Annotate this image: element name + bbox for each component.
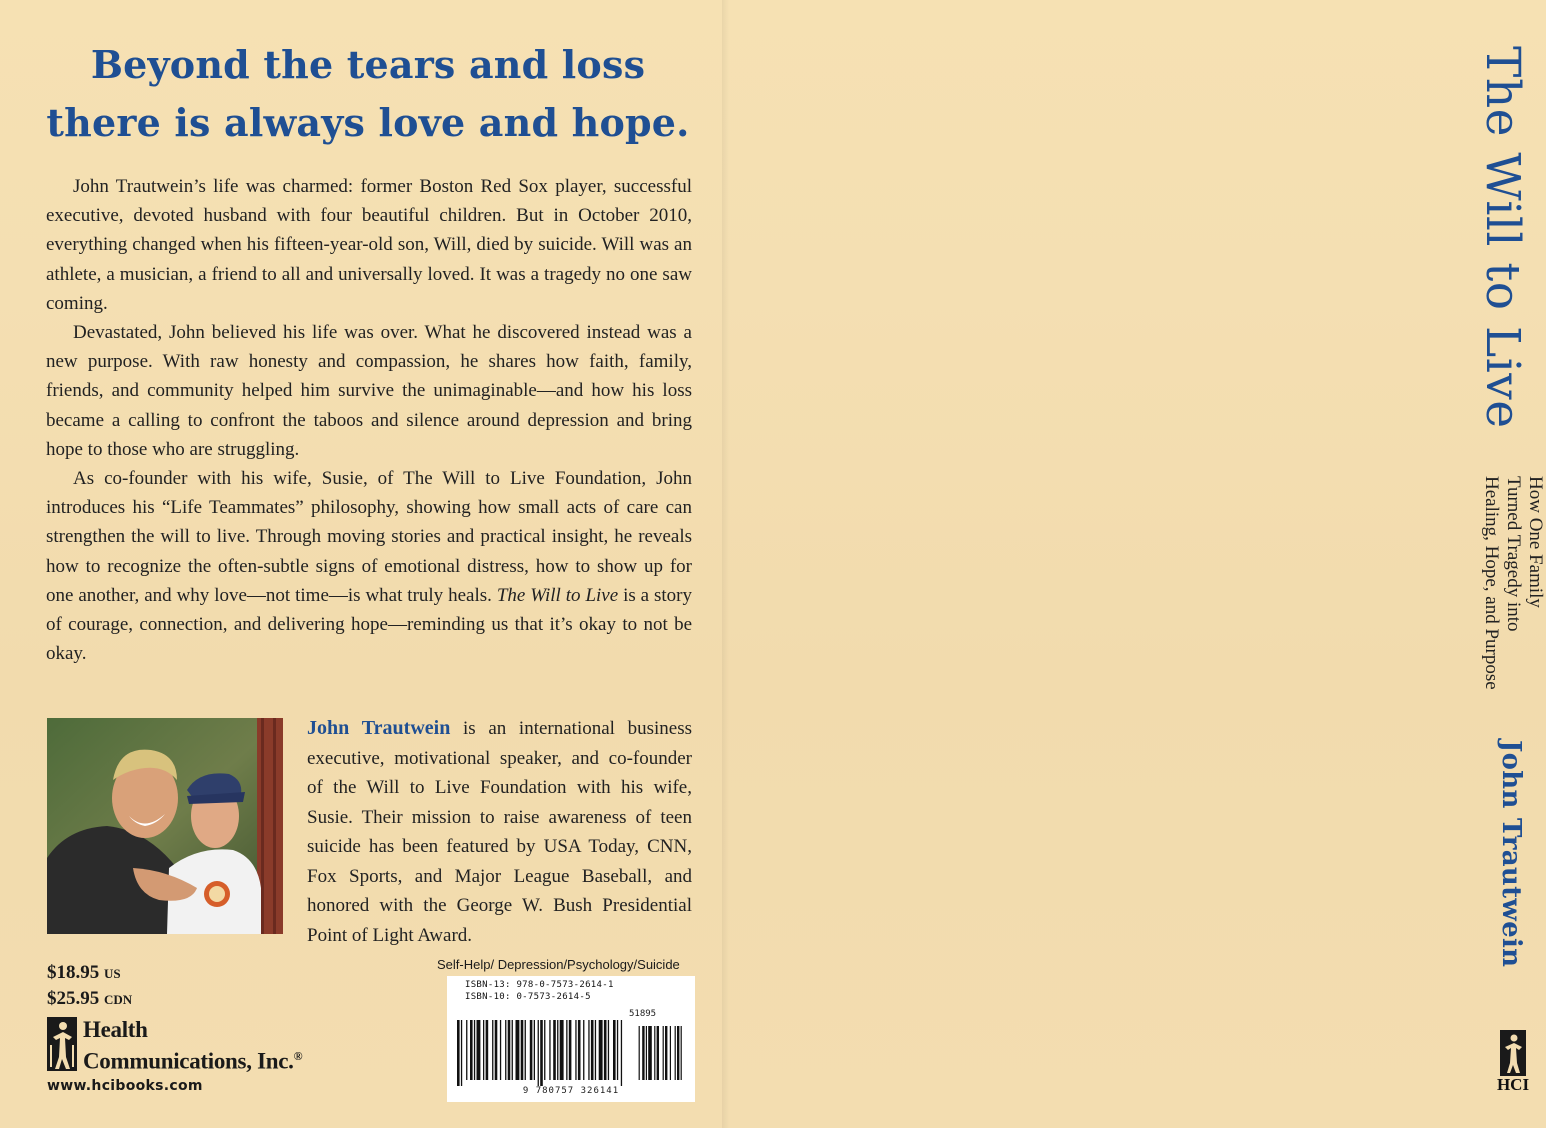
back-cover	[0, 0, 722, 1128]
publisher-line-2: Communications, Inc.®	[83, 1048, 303, 1074]
price-us-amount: $18.95	[47, 962, 100, 983]
publisher-logo	[47, 1017, 302, 1075]
bio-text: is an international business executive, motivational speaker, and co-founder of the Will to Live Foundation with his wife, Susie. Their mission to raise awareness of teen suicide has been featured by USA Today, CNN, Fox Sports, and Major League Baseball, and honored with the George W. Bush Presidential Point of Light Award.	[307, 718, 692, 946]
spine	[722, 0, 1546, 1128]
isbn-13: ISBN-13: 978-0-7573-2614-1	[465, 980, 614, 990]
paragraph-3-tail: is a story of courage, connection, and delivering hope—reminding us that it’s okay to not be okay.	[46, 584, 692, 665]
price-block	[47, 960, 132, 1012]
spine-title: The Will to Live	[1475, 46, 1530, 429]
price-cdn	[47, 986, 132, 1012]
price-cdn-currency: CDN	[104, 992, 133, 1007]
barcode-bars	[453, 1020, 689, 1086]
price-us-currency: US	[104, 966, 121, 981]
spine-subtitle-line-1: How One Family	[1525, 476, 1546, 608]
description-paragraph-2: Devastated, John believed his life was over. What he discovered instead was a new purpose. With raw honesty and compassion, he shares how faith, family, friends, and community helped him survive the unimaginable—and how his loss became a calling to confront the taboos and silence around depression and bring hope to those who are struggling.	[46, 322, 692, 460]
barcode	[447, 976, 695, 1102]
paragraph-3-lead: As co-founder with his wife, Susie, of The Will to Live Foundation, John introduces his “Life Teammates” philosophy, showing how small acts of care can strengthen the will to live. Through moving stories and practical insight, he reveals how to recognize the often-subtle signs of emotional distress, how to show up for one another, and why love—not time—is what truly heals.	[46, 468, 692, 606]
description	[46, 172, 692, 668]
spine-imprint: HCI	[1496, 1075, 1530, 1094]
publisher-line-1: Health	[83, 1017, 148, 1042]
barcode-digits: 9 780757 326141	[522, 1086, 620, 1096]
isbn-10: ISBN-10: 0-7573-2614-5	[465, 992, 591, 1002]
price-us	[47, 960, 132, 986]
barcode-price-code: 51895	[629, 1009, 657, 1019]
description-paragraph-1: John Trautwein’s life was charmed: former Boston Red Sox player, successful executive, devoted husband with four beautiful children. But in October 2010, everything changed when his fifteen-year-old son, Will, died by suicide. Will was an athlete, a musician, a friend to all and universally loved. It was a tragedy no one saw coming.	[46, 176, 692, 314]
headline-line-2: there is always love and hope.	[46, 100, 690, 145]
author-photo	[47, 718, 283, 934]
spine-subtitle-line-2: Turned Tragedy into	[1503, 476, 1524, 632]
publisher-figure-icon	[47, 1017, 77, 1075]
book-title-italic: The Will to Live	[496, 584, 619, 606]
author-bio	[307, 714, 692, 950]
hci-figure-icon	[1500, 1030, 1526, 1076]
category-label: Self-Help/ Depression/Psychology/Suicide	[437, 957, 680, 972]
headline-line-1: Beyond the tears and loss	[90, 42, 646, 87]
description-paragraph-3	[46, 464, 692, 668]
registered-mark: ®	[293, 1049, 303, 1063]
price-cdn-amount: $25.95	[47, 988, 100, 1009]
headline	[18, 36, 718, 152]
spine-author: John Trautwein	[1496, 740, 1526, 968]
spine-subtitle-line-3: Healing, Hope, and Purpose	[1481, 476, 1502, 690]
publisher-website[interactable]: www.hcibooks.com	[47, 1078, 203, 1094]
bio-author-name: John Trautwein	[307, 717, 451, 739]
spine-subtitle	[1480, 476, 1546, 690]
